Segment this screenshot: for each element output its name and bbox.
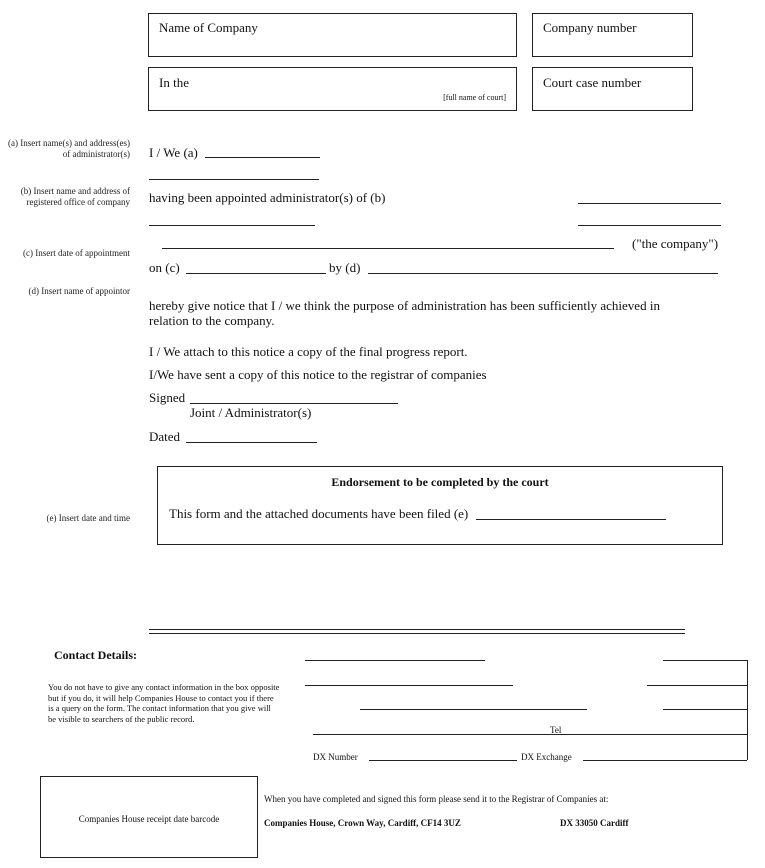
margin-note-a: (a) Insert name(s) and address(es) of administrator(s) <box>8 138 130 159</box>
dx-number-label: DX Number <box>313 752 358 762</box>
company-name-label: Name of Company <box>159 20 258 35</box>
by-label: by (d) <box>329 260 361 275</box>
contact-line-3[interactable] <box>360 709 587 710</box>
margin-note-e: (e) Insert date and time <box>46 513 130 523</box>
signed-role: Joint / Administrator(s) <box>190 405 312 420</box>
dx-exchange-field[interactable] <box>583 760 747 761</box>
footer-address: Companies House, Crown Way, Cardiff, CF14 3UZ <box>264 818 461 828</box>
sent-text: I/We have sent a copy of this notice to the registrar of companies <box>149 367 487 382</box>
attach-text: I / We attach to this notice a copy of the final progress report. <box>149 344 468 359</box>
dx-exchange-label: DX Exchange <box>521 752 572 762</box>
tel-field[interactable] <box>313 734 747 735</box>
endorsement-title: Endorsement to be completed by the court <box>331 475 549 489</box>
contact-line-3b[interactable] <box>663 709 747 710</box>
contact-title: Contact Details: <box>54 648 137 662</box>
endorsement-box <box>157 466 723 545</box>
margin-note-b: (b) Insert name and address of registered office of company <box>20 186 130 207</box>
court-case-number-label: Court case number <box>543 75 642 90</box>
contact-description: You do not have to give any contact information in the box opposite but if you do, it will help Companies House to contact you if there is a query on the form. The contact information that you give will be visible to searchers of the public record. <box>48 682 280 724</box>
margin-note-d: (d) Insert name of appointor <box>28 286 130 296</box>
appointed-label: having been appointed administrator(s) of (b) <box>149 190 386 205</box>
we-label: I / We (a) <box>149 145 198 160</box>
contact-line-1[interactable] <box>305 660 485 661</box>
footer-dx: DX 33050 Cardiff <box>560 818 629 828</box>
contact-line-2[interactable] <box>305 685 513 686</box>
appointor-field[interactable] <box>368 273 718 274</box>
signature-field[interactable] <box>190 403 398 404</box>
barcode-label: Companies House receipt date barcode <box>78 814 220 824</box>
dated-field[interactable] <box>186 442 317 443</box>
the-company-label: ("the company") <box>632 236 719 251</box>
court-box[interactable] <box>148 67 517 111</box>
court-case-number-box[interactable] <box>532 67 693 111</box>
company-number-box[interactable] <box>532 13 693 57</box>
contact-line-2b[interactable] <box>647 685 747 686</box>
company-name-box[interactable] <box>148 13 517 57</box>
company-address-field-3[interactable] <box>162 248 614 249</box>
tel-label: Tel <box>550 725 562 735</box>
contact-line-1b[interactable] <box>663 660 747 661</box>
section-divider <box>149 629 685 634</box>
dated-label: Dated <box>149 429 181 444</box>
court-hint: [full name of court] <box>443 93 506 102</box>
company-number-label: Company number <box>543 20 637 35</box>
on-label: on (c) <box>149 260 180 275</box>
barcode-box <box>40 776 258 858</box>
send-text: When you have completed and signed this form please send it to the Registrar of Companies at: <box>264 794 609 804</box>
notice-text: hereby give notice that I / we think the purpose of administration has been sufficiently achieved in relation to the company. <box>149 298 660 328</box>
we-address-field[interactable] <box>149 179 319 180</box>
appointment-date-field[interactable] <box>186 273 326 274</box>
court-label: In the <box>159 75 189 90</box>
dx-number-field[interactable] <box>369 760 517 761</box>
filed-date-field[interactable] <box>476 519 666 520</box>
we-name-field[interactable] <box>205 157 320 158</box>
endorsement-text: This form and the attached documents have been filed (e) <box>169 506 469 521</box>
company-address-field-1[interactable] <box>149 225 315 226</box>
contact-box-edge <box>747 660 748 760</box>
signed-label: Signed <box>149 390 186 405</box>
company-name-field[interactable] <box>578 203 721 204</box>
margin-note-c: (c) Insert date of appointment <box>23 248 130 258</box>
company-address-field-2[interactable] <box>578 225 721 226</box>
